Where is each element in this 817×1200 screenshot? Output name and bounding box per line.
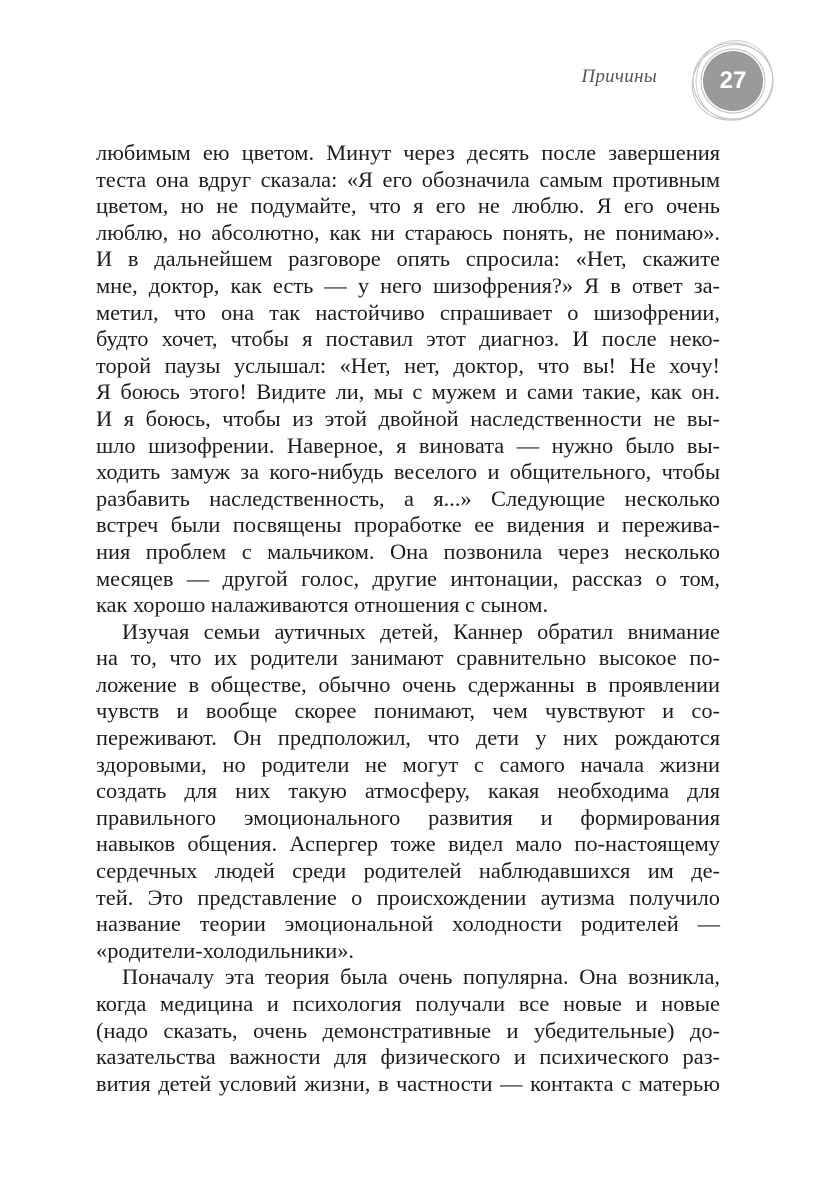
text-line: тей. Это представление о происхождении аутизма получило (96, 884, 720, 910)
paragraph (96, 964, 720, 1097)
text-line: метил, что она так настойчиво спрашивает о шизофрении, (96, 299, 720, 325)
text-line: правильного эмоционального развития и формирования (96, 804, 720, 830)
page-number-badge (700, 48, 766, 114)
text-line: здоровыми, но родители не могут с самого начала жизни (96, 751, 720, 777)
text-line: И в дальнейшем разговоре опять спросила: «Нет, скажите (96, 246, 720, 272)
page-number: 27 (719, 67, 747, 94)
text-line: ния проблем с мальчиком. Она позвонила через несколько (96, 538, 720, 564)
text-line: ложение в обществе, обычно очень сдержанны в проявлении (96, 671, 720, 697)
text-line: месяцев — другой голос, другие интонации, рассказ о том, (96, 565, 720, 591)
text-line: торой паузы услышал: «Нет, нет, доктор, что вы! Не хочу! (96, 352, 720, 378)
text-line: Поначалу эта теория была очень популярна. Она возникла, (122, 964, 720, 990)
text-line: И я боюсь, чтобы из этой двойной наследственности не вы- (96, 405, 720, 431)
text-line: любимым ею цветом. Минут через десять после завершения (96, 140, 720, 165)
text-line: казательства важности для физического и психического раз- (96, 1044, 720, 1070)
text-line: Изучая семьи аутичных детей, Каннер обратил внимание (122, 618, 720, 644)
text-line: теста она вдруг сказала: «Я его обозначила самым противным (96, 166, 720, 192)
paragraph (96, 619, 720, 965)
text-line: вития детей условий жизни, в частности — контакта с матерью (96, 1070, 720, 1096)
text-line: Я боюсь этого! Видите ли, мы с мужем и сами такие, как он. (96, 379, 720, 405)
text-line: разбавить наследственность, а я...» Следующие несколько (96, 485, 720, 511)
text-line: сердечных людей среди родителей наблюдавшихся им де- (96, 858, 720, 884)
running-head: Причины (581, 66, 657, 87)
paragraph (96, 140, 720, 619)
text-line: создать для них такую атмосферу, какая необходима для (96, 778, 720, 804)
text-line: на то, что их родители занимают сравнительно высокое по- (96, 645, 720, 671)
text-line: «родители-холодильники». (96, 937, 354, 963)
text-line: шло шизофрении. Наверное, я виновата — нужно было вы- (96, 432, 720, 458)
text-line: цветом, но не подумайте, что я его не люблю. Я его очень (96, 193, 720, 219)
text-line: навыков общения. Аспергер тоже видел мало по-настоящему (96, 831, 720, 857)
text-line: название теории эмоциональной холодности родителей — (96, 911, 720, 937)
body-text (96, 140, 720, 1097)
text-line: ходить замуж за кого-нибудь веселого и общительного, чтобы (96, 459, 720, 485)
text-line: (надо сказать, очень демонстративные и убедительные) до- (96, 1017, 720, 1043)
text-line: чувств и вообще скорее понимают, чем чувствуют и со- (96, 698, 720, 724)
text-line: переживают. Он предположил, что дети у них рождаются (96, 725, 720, 751)
text-line: будто хочет, чтобы я поставил этот диагноз. И после неко- (96, 326, 720, 352)
text-line: как хорошо налаживаются отношения с сыном. (96, 592, 549, 618)
text-line: люблю, но абсолютно, как ни стараюсь понять, не понимаю». (96, 219, 720, 245)
text-line: мне, доктор, как есть — у него шизофрения?» Я в ответ за- (96, 272, 720, 298)
text-line: встреч были посвящены проработке ее видения и пережива- (96, 512, 720, 538)
text-line: когда медицина и психология получали все новые и новые (96, 991, 720, 1016)
